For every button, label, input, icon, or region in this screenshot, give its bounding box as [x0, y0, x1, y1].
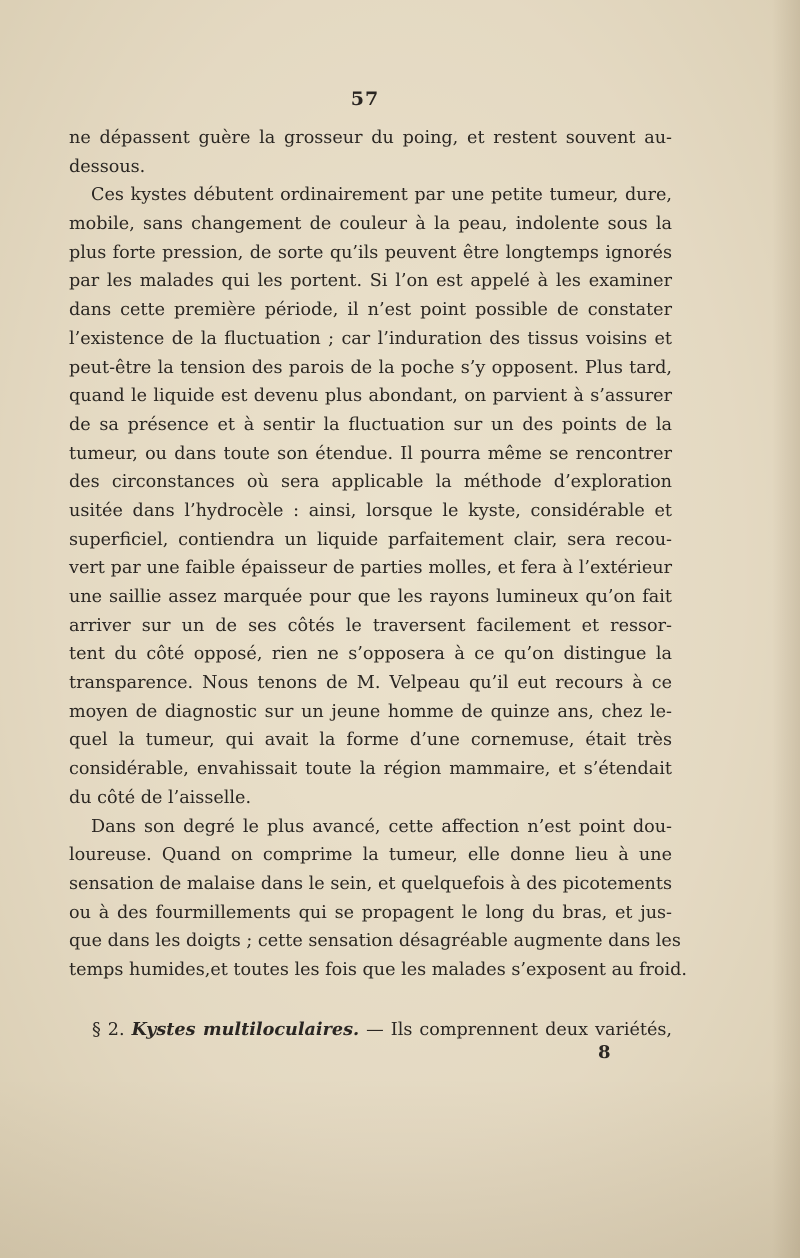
text-line: ne dépassent guère la grosseur du poing, et restent souvent au- [69, 128, 672, 148]
page-number: 57 [350, 88, 380, 110]
text-line: quel la tumeur, qui avait la forme d’une cornemuse, était très [69, 730, 672, 751]
text-line: quand le liquide est devenu plus abondant, on parvient à s’assurer [69, 386, 672, 407]
text-line: l’existence de la fluctuation ; car l’induration des tissus voisins et [69, 328, 672, 349]
body-text [69, 124, 687, 985]
text-line: par les malades qui les portent. Si l’on est appelé à les examiner [69, 271, 672, 292]
section-mark: § 2. [92, 1020, 125, 1040]
page-edge-shadow [772, 0, 800, 1258]
text-line: vert par une faible épaisseur de parties molles, et fera à l’extérieur [69, 558, 672, 579]
text-line: dans cette première période, il n’est point possible de constater [69, 300, 672, 321]
text-line: usitée dans l’hydrocèle : ainsi, lorsque le kyste, considérable et [69, 500, 672, 521]
text-line: une saillie assez marquée pour que les rayons lumineux qu’on fait [69, 587, 672, 607]
text-line: de sa présence et à sentir la fluctuation sur un des points de la [69, 414, 672, 435]
text-line: arriver sur un de ses côtés le traversent facilement et ressor- [69, 615, 672, 636]
page-bottom-shade [0, 1078, 800, 1258]
text-line: considérable, envahissait toute la région mammaire, et s’étendait [69, 759, 672, 780]
section-title: Kystes multiloculaires. [131, 1019, 360, 1040]
text-line: Ces kystes débutent ordinairement par une petite tumeur, dure, [91, 185, 672, 206]
text-line: temps humides,et toutes les fois que les malades s’exposent au froid. [69, 959, 687, 980]
text-line: ou à des fourmillements qui se propagent le long du bras, et jus- [69, 902, 672, 923]
text-line: des circonstances où sera applicable la méthode d’exploration [69, 472, 672, 493]
text-line: que dans les doigts ; cette sensation désagréable augmente dans les [69, 931, 681, 952]
text-line: peut-être la tension des parois de la poche s’y opposent. Plus tard, [69, 357, 672, 378]
text-line: superficiel, contiendra un liquide parfaitement clair, sera recou- [69, 529, 672, 550]
text-line: mobile, sans changement de couleur à la peau, indolente sous la [69, 214, 672, 235]
text-line: plus forte pression, de sorte qu’ils peuvent être longtemps ignorés [69, 242, 672, 263]
text-line: Dans son degré le plus avancé, cette affection n’est point dou- [91, 816, 672, 837]
text-line: moyen de diagnostic sur un jeune homme de quinze ans, chez le- [69, 701, 672, 722]
text-line: dessous. [69, 156, 146, 177]
section-heading [92, 1016, 672, 1044]
text-line: tumeur, ou dans toute son étendue. Il pourra même se rencontrer [69, 443, 672, 464]
signature-mark: 8 [598, 1042, 611, 1063]
text-line: loureuse. Quand on comprime la tumeur, elle donne lieu à une [69, 845, 672, 866]
text-line: transparence. Nous tenons de M. Velpeau qu’il eut recours à ce [69, 673, 672, 694]
text-line: sensation de malaise dans le sein, et quelquefois à des picotements [69, 873, 672, 894]
section-text: — Ils comprennent deux variétés, [366, 1020, 672, 1040]
text-line: tent du côté opposé, rien ne s’opposera à ce qu’on distingue la [69, 644, 672, 665]
text-line: du côté de l’aisselle. [69, 787, 252, 808]
